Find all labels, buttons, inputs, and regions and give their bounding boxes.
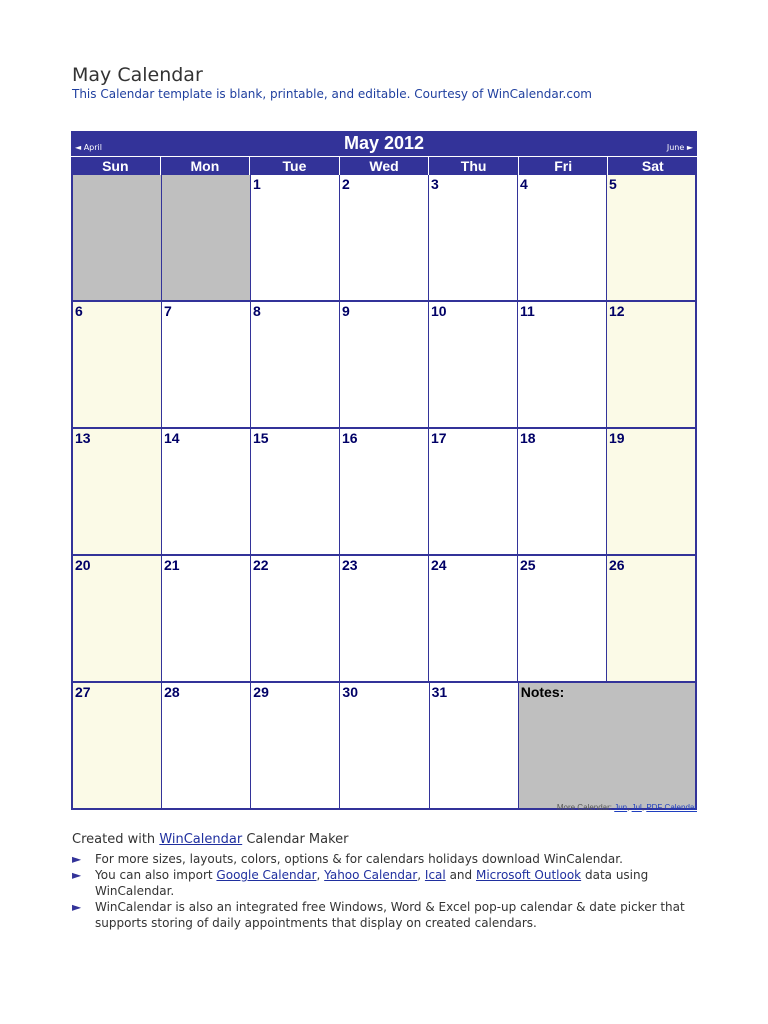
day-cell[interactable]	[251, 302, 340, 427]
day-number: 13	[75, 430, 91, 446]
day-number: 28	[164, 684, 180, 700]
bullet-arrow-icon: ►	[72, 868, 82, 882]
day-cell[interactable]	[429, 429, 518, 554]
bullet-text: data using WinCalendar.	[95, 868, 649, 898]
day-number: 11	[520, 303, 535, 319]
created-prefix: Created with	[72, 832, 156, 847]
week-row	[73, 175, 695, 300]
month-title: May 2012	[343, 133, 425, 153]
day-cell-empty	[162, 175, 251, 300]
week-row	[73, 681, 695, 808]
weekday-tue: Tue	[250, 157, 340, 175]
day-number: 10	[431, 303, 447, 319]
footer	[72, 832, 712, 931]
day-cell[interactable]	[518, 175, 607, 300]
day-cell[interactable]	[429, 556, 518, 681]
bullet-text: For more sizes, layouts, colors, options & for calendars holidays download WinCalendar.	[95, 852, 623, 866]
created-suffix: Calendar Maker	[246, 832, 349, 847]
and-text: and	[449, 868, 473, 882]
calendar-grid	[71, 175, 697, 810]
page-title: May Calendar	[72, 64, 203, 86]
created-with-line	[72, 832, 712, 847]
page-subtitle: This Calendar template is blank, printable, and editable. Courtesy of WinCalendar.com	[72, 87, 592, 101]
jul-link[interactable]: Jul	[631, 803, 642, 812]
next-month-link[interactable]: June ►	[666, 143, 693, 152]
day-cell[interactable]	[607, 302, 695, 427]
week-row	[73, 554, 695, 681]
notes-label: Notes:	[520, 684, 565, 700]
more-calendar-links	[557, 803, 697, 812]
weekday-wed: Wed	[340, 157, 430, 175]
day-number: 7	[164, 303, 172, 319]
weekday-fri: Fri	[519, 157, 609, 175]
day-number: 12	[609, 303, 625, 319]
day-cell[interactable]	[251, 429, 340, 554]
day-number: 9	[342, 303, 350, 319]
day-cell[interactable]	[340, 556, 429, 681]
week-row	[73, 300, 695, 427]
day-number: 21	[164, 557, 180, 573]
day-number: 4	[520, 176, 528, 192]
weekday-header-row	[71, 156, 697, 175]
day-number: 6	[75, 303, 83, 319]
microsoft-outlook-link[interactable]: Microsoft Outlook	[475, 868, 582, 882]
day-cell[interactable]	[607, 175, 695, 300]
day-number: 5	[609, 176, 617, 192]
footer-bullet	[72, 851, 712, 867]
day-cell[interactable]	[340, 302, 429, 427]
day-number: 31	[431, 684, 448, 700]
wincalendar-link[interactable]: WinCalendar	[159, 832, 243, 847]
day-number: 20	[75, 557, 91, 573]
day-number: 22	[253, 557, 269, 573]
weekday-sat: Sat	[641, 158, 664, 174]
google-calendar-link[interactable]: Google Calendar	[216, 868, 317, 882]
footer-bullet	[72, 899, 712, 931]
day-cell[interactable]	[607, 556, 695, 681]
day-number: 8	[253, 303, 261, 319]
jun-link[interactable]: Jun	[614, 803, 628, 812]
day-number: 18	[520, 430, 536, 446]
day-number: 3	[431, 176, 439, 192]
pdf-calendar-link[interactable]: PDF Calendar	[646, 803, 697, 812]
day-cell[interactable]	[518, 302, 607, 427]
bullet-arrow-icon: ►	[72, 900, 82, 914]
day-cell[interactable]	[162, 556, 251, 681]
day-number: 17	[431, 430, 447, 446]
day-cell[interactable]	[251, 683, 340, 808]
calendar	[71, 131, 697, 810]
day-cell[interactable]	[162, 683, 251, 808]
day-cell-empty	[73, 175, 162, 300]
bullet-text: WinCalendar is also an integrated free Windows, Word & Excel pop-up calendar & date picker that supports storing of daily appointments that display on created calendars.	[95, 900, 685, 930]
separator: ,	[316, 868, 321, 882]
day-cell[interactable]	[73, 556, 162, 681]
weekday-mon: Mon	[161, 157, 251, 175]
separator: ,	[641, 803, 645, 812]
notes-area[interactable]	[519, 683, 695, 808]
more-calendar-label: More Calendar:	[556, 803, 612, 812]
calendar-header	[71, 131, 697, 156]
day-number: 29	[253, 684, 269, 700]
day-number: 15	[253, 430, 269, 446]
day-cell[interactable]	[429, 175, 518, 300]
yahoo-calendar-link[interactable]: Yahoo Calendar	[324, 868, 418, 882]
prev-month-link[interactable]: ◄ April	[75, 143, 102, 152]
day-number: 25	[520, 557, 536, 573]
separator: ,	[417, 868, 422, 882]
day-cell[interactable]	[73, 429, 162, 554]
day-cell[interactable]	[340, 175, 429, 300]
footer-bullet	[72, 867, 712, 899]
separator: ,	[627, 803, 630, 812]
day-cell[interactable]	[251, 556, 340, 681]
week-row	[73, 427, 695, 554]
day-cell[interactable]	[162, 302, 251, 427]
day-number: 27	[75, 684, 91, 700]
day-cell[interactable]	[518, 556, 607, 681]
day-cell[interactable]	[251, 175, 340, 300]
weekday-sun: Sun	[71, 157, 161, 175]
day-number: 19	[609, 430, 625, 446]
day-number: 2	[342, 176, 350, 192]
day-cell[interactable]	[340, 683, 429, 808]
day-cell[interactable]	[430, 683, 519, 808]
day-number: 14	[164, 430, 180, 446]
bullet-arrow-icon: ►	[72, 852, 82, 866]
day-number: 16	[342, 430, 358, 446]
day-cell[interactable]	[162, 429, 251, 554]
day-number: 24	[431, 557, 447, 573]
day-number: 23	[342, 557, 358, 573]
day-number: 26	[609, 557, 625, 573]
day-cell[interactable]	[73, 302, 162, 427]
day-cell[interactable]	[73, 683, 162, 808]
bullet-text: You can also import	[95, 868, 213, 882]
day-number: 30	[342, 684, 358, 700]
day-cell[interactable]	[429, 302, 518, 427]
day-cell[interactable]	[607, 429, 695, 554]
day-number: 1	[253, 176, 261, 192]
weekday-thu: Thu	[429, 157, 519, 175]
ical-link[interactable]: Ical	[424, 868, 446, 882]
day-cell[interactable]	[340, 429, 429, 554]
day-cell[interactable]	[518, 429, 607, 554]
